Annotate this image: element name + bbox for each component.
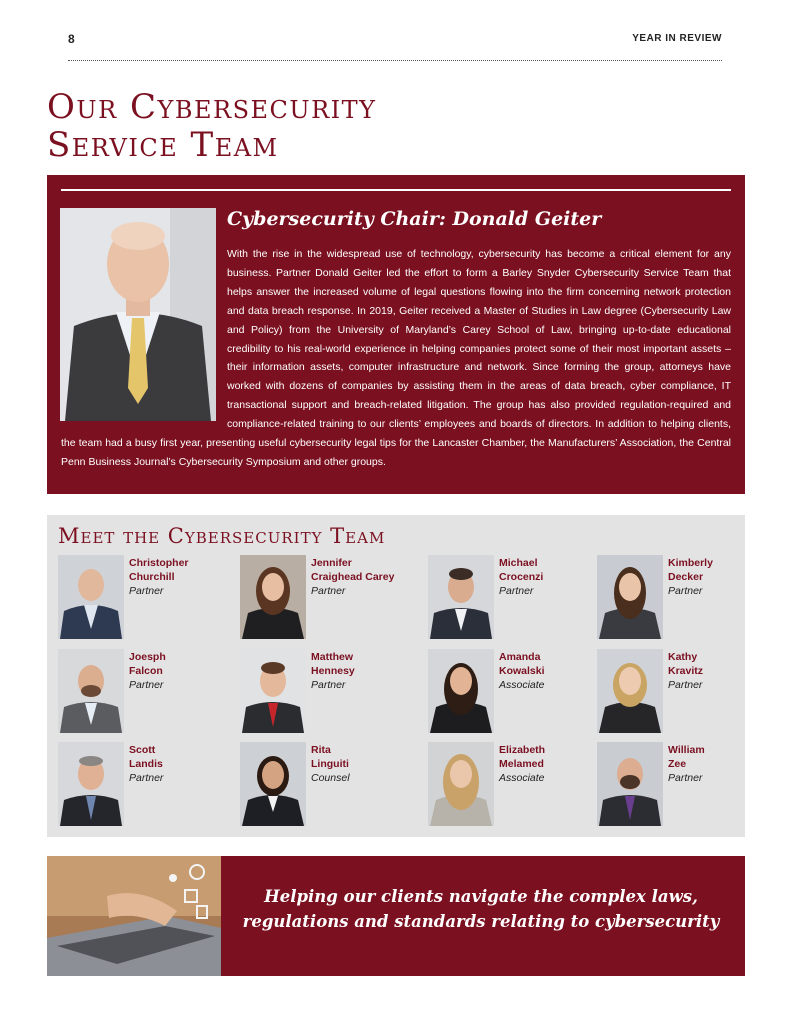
member-photo: [597, 742, 663, 826]
member-role: Partner: [129, 585, 164, 597]
member-name: Decker: [668, 571, 704, 583]
member-name: Craighead Carey: [311, 571, 395, 583]
chair-heading: Cybersecurity Chair: Donald Geiter: [227, 208, 602, 230]
portrait-photo-icon: [597, 555, 663, 639]
member-role: Partner: [129, 679, 164, 691]
portrait-photo-icon: [58, 742, 124, 826]
member-name: Rita: [311, 744, 331, 756]
team-member-card: [240, 742, 415, 832]
page-title: [47, 88, 647, 164]
portrait-photo-icon: [58, 649, 124, 733]
member-photo: [58, 649, 124, 733]
page-title-line1: Our Cybersecurity: [47, 87, 377, 127]
member-name: Scott: [129, 744, 156, 756]
member-role: Partner: [668, 772, 703, 784]
chair-bio: With the rise in the widespread use of technology, cybersecurity has become a critical element for any business. Partner Donald Geiter led the effort to form a Barley Snyder Cybersecurity Service Team that helps answer the increased volume of legal questions flowing into the firm concerning network protection and data breach response. In 2019, Geiter received a Master of Studies in Law degree (Cybersecurity Law and Policy) from the University of Maryland’s Carey School of Law, bringing up-to-date educational credibility to his real-world experience in helping companies protect some of their most important assets – their information assets, computer infrastructure and network. Since forming the group, attorneys have worked with dozens of companies by assisting them in the areas of data breach, cyber compliance, IT transactional support and breach-related litigation. The group has also provided regulation-required and compliance-related training to our clients’ employees and boards of directors. In addition to helping clients, the team had a busy first year, presenting useful cybersecurity legal tips for the Lancaster Chamber, the Manufacturers’ Association, the Central Penn Business Journal’s Cybersecurity Symposium and other groups.: [61, 248, 731, 468]
portrait-photo-icon: [240, 555, 306, 639]
portrait-photo-icon: [240, 742, 306, 826]
banner-tagline: [227, 884, 735, 934]
banner-tagline-line2: regulations and standards relating to cybersecurity: [242, 912, 720, 931]
member-name: Kimberly: [668, 557, 713, 569]
team-heading: Meet the Cybersecurity Team: [58, 524, 386, 548]
member-name: Joesph: [129, 651, 166, 663]
member-photo: [58, 555, 124, 639]
banner-tagline-line1: Helping our clients navigate the complex laws,: [264, 887, 698, 906]
member-role: Partner: [668, 679, 703, 691]
chair-divider: [61, 189, 731, 191]
member-name: Zee: [668, 758, 687, 770]
member-role: Counsel: [311, 772, 350, 784]
member-role: Partner: [311, 585, 346, 597]
laptop-security-icon: [47, 856, 221, 976]
portrait-photo-icon: [240, 649, 306, 733]
member-name: Elizabeth: [499, 744, 546, 756]
member-name: Amanda: [499, 651, 541, 663]
portrait-photo-icon: [428, 555, 494, 639]
portrait-photo-icon: [597, 742, 663, 826]
portrait-photo-icon: [428, 742, 494, 826]
chair-section: [47, 175, 745, 494]
member-name: Matthew: [311, 651, 353, 663]
member-photo: [428, 742, 494, 826]
portrait-photo-icon: [58, 555, 124, 639]
member-photo: [428, 555, 494, 639]
team-member-card: [597, 649, 772, 739]
page-title-line2: Service Team: [47, 125, 279, 165]
member-role: Partner: [311, 679, 346, 691]
team-member-card: [58, 649, 233, 739]
member-name: Christopher: [129, 557, 189, 569]
member-role: Partner: [129, 772, 164, 784]
member-name: Kathy: [668, 651, 698, 663]
portrait-photo-icon: [428, 649, 494, 733]
team-member-card: [597, 555, 772, 645]
member-name: Hennesy: [311, 665, 355, 677]
member-name: Churchill: [129, 571, 175, 583]
laptop-security-photo: [47, 856, 221, 976]
member-photo: [240, 742, 306, 826]
member-role: Partner: [668, 585, 703, 597]
member-role: Partner: [499, 585, 534, 597]
team-member-card: [428, 742, 603, 832]
member-role: Associate: [499, 679, 545, 691]
member-photo: [240, 649, 306, 733]
team-section: [47, 515, 745, 837]
team-member-card: [428, 649, 603, 739]
tagline-banner: [47, 856, 745, 976]
member-name: Michael: [499, 557, 538, 569]
member-name: Kowalski: [499, 665, 545, 677]
member-photo: [58, 742, 124, 826]
team-member-card: [58, 742, 233, 832]
member-name: Landis: [129, 758, 163, 770]
team-member-card: [428, 555, 603, 645]
member-name: Melamed: [499, 758, 544, 770]
member-name: Linguiti: [311, 758, 349, 770]
member-name: Jennifer: [311, 557, 352, 569]
team-member-card: [240, 555, 415, 645]
member-name: Crocenzi: [499, 571, 544, 583]
member-name: Falcon: [129, 665, 163, 677]
member-photo: [240, 555, 306, 639]
running-head: YEAR IN REVIEW: [632, 33, 722, 44]
member-role: Associate: [499, 772, 545, 784]
member-name: William: [668, 744, 705, 756]
member-name: Kravitz: [668, 665, 704, 677]
member-photo: [597, 649, 663, 733]
member-photo: [428, 649, 494, 733]
page-number: 8: [68, 32, 75, 46]
team-member-card: [58, 555, 233, 645]
team-member-card: [597, 742, 772, 832]
portrait-photo-icon: [597, 649, 663, 733]
member-photo: [597, 555, 663, 639]
team-member-card: [240, 649, 415, 739]
header-divider: [68, 60, 722, 61]
